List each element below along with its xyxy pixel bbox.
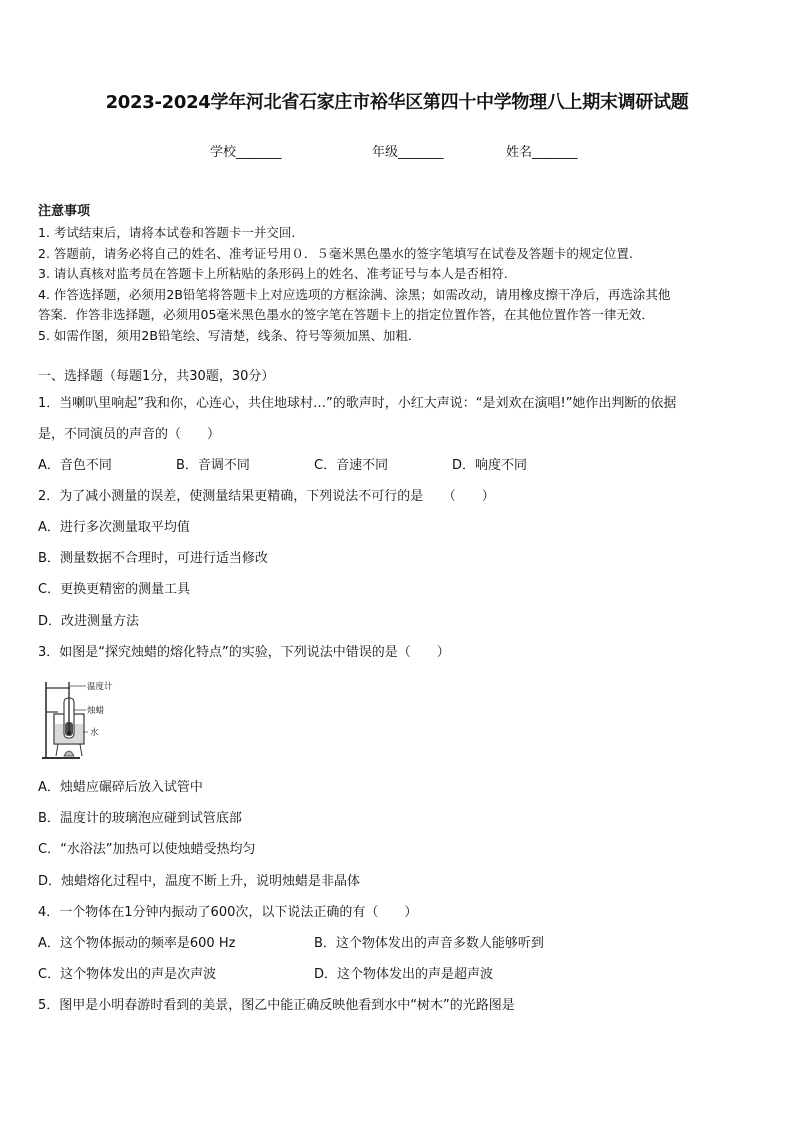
page-title: 2023-2024学年河北省石家庄市裕华区第四十中学物理八上期末调研试题 (105, 92, 689, 113)
option-d[interactable]: D．响度不同 (452, 458, 528, 473)
option-d[interactable]: D．这个物体发出的声是超声波 (314, 967, 494, 982)
notes-heading: 注意事项 (38, 204, 91, 219)
figure-label-wax: 烛蜡 (87, 706, 105, 716)
option-b[interactable]: B．温度计的玻璃泡应碰到试管底部 (38, 811, 242, 826)
thermometer-bulb (67, 731, 71, 735)
figure-label-water: 水 (90, 728, 99, 738)
question-stem: 3．如图是“探究烛蜡的熔化特点”的实验，下列说法中错误的是（ ） (38, 645, 450, 660)
option-a[interactable]: A．烛蜡应碾碎后放入试管中 (38, 780, 203, 795)
note-item: 2. 答题前，请务必将自己的姓名、准考证号用０．５毫米黑色墨水的签字笔填写在试卷及答题卡的规定位置. (38, 246, 633, 261)
tripod-leg (56, 744, 58, 756)
option-b[interactable]: B．音调不同 (176, 458, 250, 473)
note-item: 1. 考试结束后，请将本试卷和答题卡一并交回. (38, 225, 296, 240)
section-heading: 一、选择题（每题1分，共30题，30分） (38, 369, 275, 384)
option-c[interactable]: C．更换更精密的测量工具 (38, 582, 191, 597)
option-a[interactable]: A．音色不同 (38, 458, 112, 473)
tripod-leg (80, 744, 82, 756)
figure-label-thermometer: 温度计 (87, 682, 113, 692)
option-c[interactable]: C．这个物体发出的声是次声波 (38, 967, 217, 982)
option-b[interactable]: B．测量数据不合理时，可进行适当修改 (38, 551, 268, 566)
note-item: 3. 请认真核对监考员在答题卡上所粘贴的条形码上的姓名、准考证号与本人是否相符. (38, 266, 508, 281)
note-item: 4. 作答选择题，必须用2B铅笔将答题卡上对应选项的方框涂满、涂黑；如需改动，请用橡皮擦干净后，再选涂其他 (38, 287, 671, 302)
option-c[interactable]: C．“水浴法”加热可以使烛蜡受热均匀 (38, 842, 256, 857)
note-item: 5. 如需作图，须用2B铅笔绘、写清楚，线条、符号等须加黑、加粗． (38, 328, 421, 343)
question-stem: 是，不同演员的声音的（ ） (38, 427, 221, 442)
burner-flame (64, 751, 74, 756)
wax-melting-apparatus-figure (40, 676, 118, 764)
option-a[interactable]: A．进行多次测量取平均值 (38, 520, 190, 535)
option-b[interactable]: B．这个物体发出的声音多数人能够听到 (314, 936, 544, 951)
option-c[interactable]: C．音速不同 (314, 458, 389, 473)
question-stem: 5．图甲是小明春游时看到的美景，图乙中能正确反映他看到水中“树木”的光路图是 (38, 998, 515, 1013)
question-stem: 2．为了减小测量的误差，使测量结果更精确，下列说法不可行的是 （ ） (38, 489, 495, 504)
name-field[interactable]: 姓名_______ (506, 145, 578, 160)
note-item: 答案．作答非选择题，必须用05毫米黑色墨水的签字笔在答题卡上的指定位置作答，在其他位置作答一律无效． (38, 307, 654, 322)
option-a[interactable]: A．这个物体振动的频率是600 Hz (38, 936, 236, 951)
question-stem: 4．一个物体在1分钟内振动了600次，以下说法正确的有（ ） (38, 905, 418, 920)
question-stem: 1．当喇叭里响起”我和你，心连心，共住地球村…”的歌声时，小红大声说：“是刘欢在演唱!”她作出判断的依据 (38, 396, 677, 411)
option-d[interactable]: D．烛蜡熔化过程中，温度不断上升，说明烛蜡是非晶体 (38, 874, 361, 889)
school-field[interactable]: 学校_______ (210, 145, 282, 160)
option-d[interactable]: D．改进测量方法 (38, 614, 140, 629)
grade-field[interactable]: 年级_______ (372, 145, 444, 160)
